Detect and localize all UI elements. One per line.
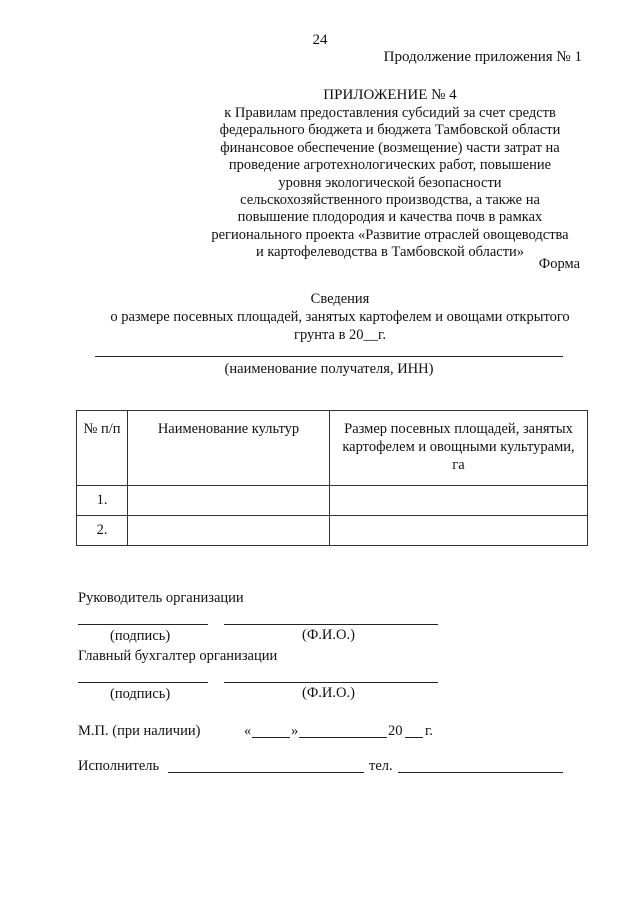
appendix-line: федерального бюджета и бюджета Тамбовской области — [219, 122, 561, 139]
executor-line[interactable] — [168, 772, 364, 773]
crop-cell[interactable] — [128, 486, 330, 516]
table-header-row — [77, 411, 588, 486]
document-title — [60, 290, 620, 344]
date-close-quote: » — [291, 723, 299, 739]
appendix-line: и картофелеводства в Тамбовской области» — [255, 244, 525, 261]
head-signature-caption: (подпись) — [110, 628, 171, 644]
title-line-2: о размере посевных площадей, занятых картофелем и овощами открытого — [110, 309, 570, 325]
year-suffix: г. — [425, 723, 433, 739]
table-row — [77, 486, 588, 516]
appendix-header — [200, 86, 580, 262]
appendix-line: повышение плодородия и качества почв в рамках — [237, 209, 543, 226]
year-prefix: 20 — [388, 723, 403, 739]
crop-area-table — [76, 410, 588, 546]
area-cell[interactable] — [330, 516, 588, 546]
head-fio-line[interactable] — [224, 624, 438, 625]
appendix-title: ПРИЛОЖЕНИЕ № 4 — [323, 87, 457, 103]
appendix-line: сельскохозяйственного производства, а также на — [240, 192, 540, 209]
date-month-line[interactable] — [299, 737, 387, 738]
appendix-line: регионального проекта «Развитие отраслей овощеводства — [211, 226, 569, 243]
header-crop-name: Наименование культур — [128, 411, 330, 486]
accountant-signature-line[interactable] — [78, 682, 208, 683]
appendix-line: к Правилам предоставления субсидий за счет средств — [224, 105, 556, 121]
accountant-fio-line[interactable] — [224, 682, 438, 683]
head-label: Руководитель организации — [78, 590, 244, 606]
stamp-label: М.П. (при наличии) — [78, 723, 201, 739]
header-area: Размер посевных площадей, занятых картофелем и овощными культурами, га — [330, 411, 588, 486]
head-signature-line[interactable] — [78, 624, 208, 625]
row-number: 1. — [77, 486, 128, 516]
area-cell[interactable] — [330, 486, 588, 516]
header-number: № п/п — [77, 411, 128, 486]
phone-line[interactable] — [398, 772, 563, 773]
appendix-line: финансовое обеспечение (возмещение) части затрат на — [220, 139, 560, 156]
row-number: 2. — [77, 516, 128, 546]
head-fio-caption: (Ф.И.О.) — [302, 627, 355, 643]
appendix-line: уровня экологической безопасности — [278, 174, 502, 191]
recipient-input-line[interactable] — [95, 356, 563, 357]
accountant-label: Главный бухгалтер организации — [78, 648, 278, 664]
executor-label: Исполнитель — [78, 758, 160, 774]
table-row — [77, 516, 588, 546]
crop-cell[interactable] — [128, 516, 330, 546]
recipient-caption: (наименование получателя, ИНН) — [224, 361, 434, 377]
accountant-signature-caption: (подпись) — [110, 686, 171, 702]
appendix-line: проведение агротехнологических работ, повышение — [228, 157, 552, 174]
date-year-line[interactable] — [405, 737, 423, 738]
continuation-note: Продолжение приложения № 1 — [383, 49, 582, 65]
phone-label: тел. — [369, 758, 393, 774]
date-day-line[interactable] — [252, 737, 290, 738]
title-line-1: Сведения — [310, 291, 370, 307]
page-number: 24 — [312, 32, 328, 48]
form-label: Форма — [538, 256, 580, 272]
date-open-quote: « — [244, 723, 252, 739]
title-line-3: грунта в 20__г. — [294, 327, 386, 343]
accountant-fio-caption: (Ф.И.О.) — [302, 685, 355, 701]
